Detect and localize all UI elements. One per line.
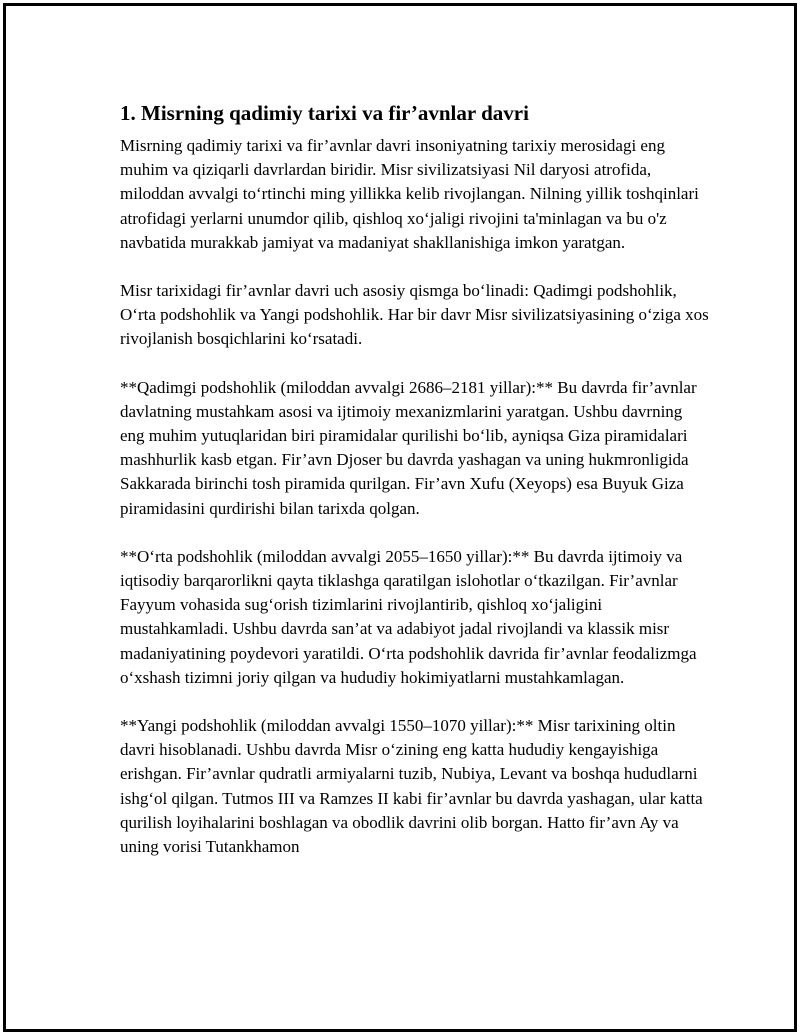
section-heading: 1. Misrning qadimiy tarixi va fir’avnlar davri — [120, 101, 529, 125]
document-body — [120, 99, 710, 859]
paragraph-old-kingdom: **Qadimgi podshohlik (miloddan avvalgi 2686–2181 yillar):** Bu davrda fir’avnlar davlatning mustahkam asosi va ijtimoiy mexanizmlarini yaratgan. Ushbu davrning eng muhim yutuqlaridan biri piramidalar qurilishi bo‘lib, ayniqsa Giza piramidalari mashhurlik kasb etgan. Fir’avn Djoser bu davrda yashagan va uning hukmronligida Sakkarada birinchi tosh piramida qurilgan. Fir’avn Xufu (Xeyops) esa Buyuk Giza piramidasini qurdirishi bilan tarixda qolgan. — [120, 377, 697, 518]
document-page — [3, 3, 797, 1032]
paragraph-new-kingdom: **Yangi podshohlik (miloddan avvalgi 1550–1070 yillar):** Misr tarixining oltin davri hisoblanadi. Ushbu davrda Misr o‘zining eng katta hududiy kengayishiga erishgan. Fir’avnlar qudratli armiyalarni tuzib, Nubiya, Levant va boshqa hududlarni ishg‘ol qilgan. Tutmos III va Ramzes II kabi fir’avnlar bu davrda yashagan, ular katta qurilish loyihalarini boshlagan va obodlik davrini olib borgan. Hatto fir’avn Ay va uning vorisi Tutankhamon — [120, 716, 703, 857]
paragraph-intro: Misrning qadimiy tarixi va fir’avnlar davri insoniyatning tarixiy merosidagi eng muhim va qiziqarli davrlardan biridir. Misr sivilizatsiyasi Nil daryosi atrofida, miloddan avvalgi to‘rtinchi ming yillikka kelib rivojlangan. Nilning yillik toshqinlari atrofidagi yerlarni unumdor qilib, qishloq xo‘jaligi rivojini ta'minlagan va bu o'z navbatida murakkab jamiyat va madaniyat shakllanishiga imkon yaratgan. — [120, 136, 699, 252]
paragraph-middle-kingdom: **O‘rta podshohlik (miloddan avvalgi 2055–1650 yillar):** Bu davrda ijtimoiy va iqtisodiy barqarorlikni qayta tiklashga qaratilgan islohotlar o‘tkazilgan. Fir’avnlar Fayyum vohasida sug‘orish tizimlarini rivojlantirib, qishloq xo‘jaligini mustahkamladi. Ushbu davrda san’at va adabiyot jadal rivojlandi va klassik misr madaniyatining poydevori yaratildi. O‘rta podshohlik davrida fir’avnlar feodalizmga o‘xshash tizimni joriy qilgan va hududiy hokimiyatlarni mustahkamlagan. — [120, 546, 697, 687]
paragraph-periods-overview: Misr tarixidagi fir’avnlar davri uch asosiy qismga bo‘linadi: Qadimgi podshohlik, O‘rta podshohlik va Yangi podshohlik. Har bir davr Misr sivilizatsiyasining o‘ziga xos rivojlanish bosqichlarini ko‘rsatadi. — [120, 281, 709, 349]
